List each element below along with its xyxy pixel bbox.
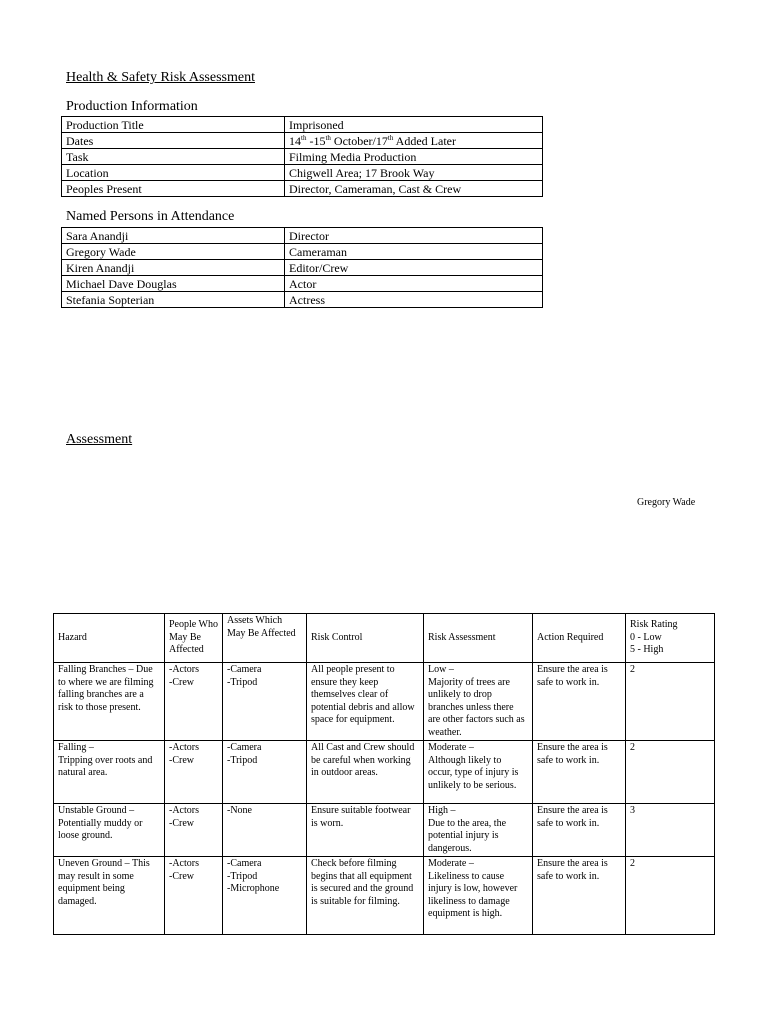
person-role: Actor [285,276,543,292]
assets-cell: -Camera -Tripod -Microphone [223,857,307,935]
table-row [62,181,543,197]
table-header-row [54,614,715,663]
risk-control-cell: All people present to ensure they keep themselves clear of potential debris and allow space for equipment. [307,663,424,741]
header-risk-rating: Risk Rating 0 - Low 5 - High [626,614,715,663]
risk-assessment-cell: High – Due to the area, the potential injury is dangerous. [424,804,533,857]
risk-rating-cell: 2 [626,857,715,935]
table-row [62,133,543,149]
production-title-label: Production Title [62,117,285,133]
risk-assessment-cell: Moderate – Likeliness to cause injury is low, however likeliness to damage equipment is high. [424,857,533,935]
header-assets: Assets Which May Be Affected [223,614,307,663]
person-name: Kiren Anandji [62,260,285,276]
peoples-present-value: Director, Cameraman, Cast & Crew [285,181,543,197]
peoples-present-label: Peoples Present [62,181,285,197]
risk-assessment-cell: Moderate – Although likely to occur, type of injury is unlikely to be serious. [424,741,533,804]
document-title: Health & Safety Risk Assessment [66,70,255,85]
person-role: Editor/Crew [285,260,543,276]
location-value: Chigwell Area; 17 Brook Way [285,165,543,181]
table-row [62,276,543,292]
table-row [62,117,543,133]
action-required-cell: Ensure the area is safe to work in. [533,857,626,935]
header-action-required: Action Required [533,614,626,663]
risk-control-cell: All Cast and Crew should be careful when working in outdoor areas. [307,741,424,804]
people-cell: -Actors -Crew [165,857,223,935]
people-cell: -Actors -Crew [165,804,223,857]
header-risk-control: Risk Control [307,614,424,663]
person-name: Gregory Wade [62,244,285,260]
hazard-cell: Falling – Tripping over roots and natural area. [54,741,165,804]
table-row [54,741,715,804]
table-row [62,292,543,308]
assets-cell: -Camera -Tripod [223,741,307,804]
production-info-heading: Production Information [66,99,198,114]
table-row [54,857,715,935]
production-title-value: Imprisoned [285,117,543,133]
signature-name: Gregory Wade [637,497,696,508]
risk-control-cell: Check before filming begins that all equipment is secured and the ground is suitable for filming. [307,857,424,935]
people-cell: -Actors -Crew [165,663,223,741]
action-required-cell: Ensure the area is safe to work in. [533,663,626,741]
assessment-heading: Assessment [66,432,133,447]
action-required-cell: Ensure the area is safe to work in. [533,804,626,857]
dates-value: 14th -15th October/17th Added Later [285,133,543,149]
risk-assessment-cell: Low – Majority of trees are unlikely to drop branches unless there are other factors such as weather. [424,663,533,741]
assets-cell: -None [223,804,307,857]
person-name: Sara Anandji [62,228,285,244]
risk-rating-cell: 2 [626,663,715,741]
table-row [54,663,715,741]
named-persons-heading: Named Persons in Attendance [66,209,235,224]
person-name: Michael Dave Douglas [62,276,285,292]
person-role: Actress [285,292,543,308]
hazard-cell: Uneven Ground – This may result in some equipment being damaged. [54,857,165,935]
task-label: Task [62,149,285,165]
table-row [54,804,715,857]
table-row [62,244,543,260]
hazard-cell: Unstable Ground – Potentially muddy or loose ground. [54,804,165,857]
table-row [62,149,543,165]
action-required-cell: Ensure the area is safe to work in. [533,741,626,804]
named-persons-table [61,227,543,308]
task-value: Filming Media Production [285,149,543,165]
people-cell: -Actors -Crew [165,741,223,804]
person-name: Stefania Sopterian [62,292,285,308]
risk-assessment-table [53,613,715,935]
table-row [62,228,543,244]
risk-control-cell: Ensure suitable footwear is worn. [307,804,424,857]
hazard-cell: Falling Branches – Due to where we are filming falling branches are a risk to those present. [54,663,165,741]
person-role: Director [285,228,543,244]
header-risk-assessment: Risk Assessment [424,614,533,663]
assets-cell: -Camera -Tripod [223,663,307,741]
person-role: Cameraman [285,244,543,260]
header-hazard: Hazard [54,614,165,663]
dates-label: Dates [62,133,285,149]
risk-rating-cell: 3 [626,804,715,857]
header-people: People Who May Be Affected [165,614,223,663]
table-row [62,260,543,276]
risk-rating-cell: 2 [626,741,715,804]
location-label: Location [62,165,285,181]
table-row [62,165,543,181]
production-info-table [61,116,543,197]
